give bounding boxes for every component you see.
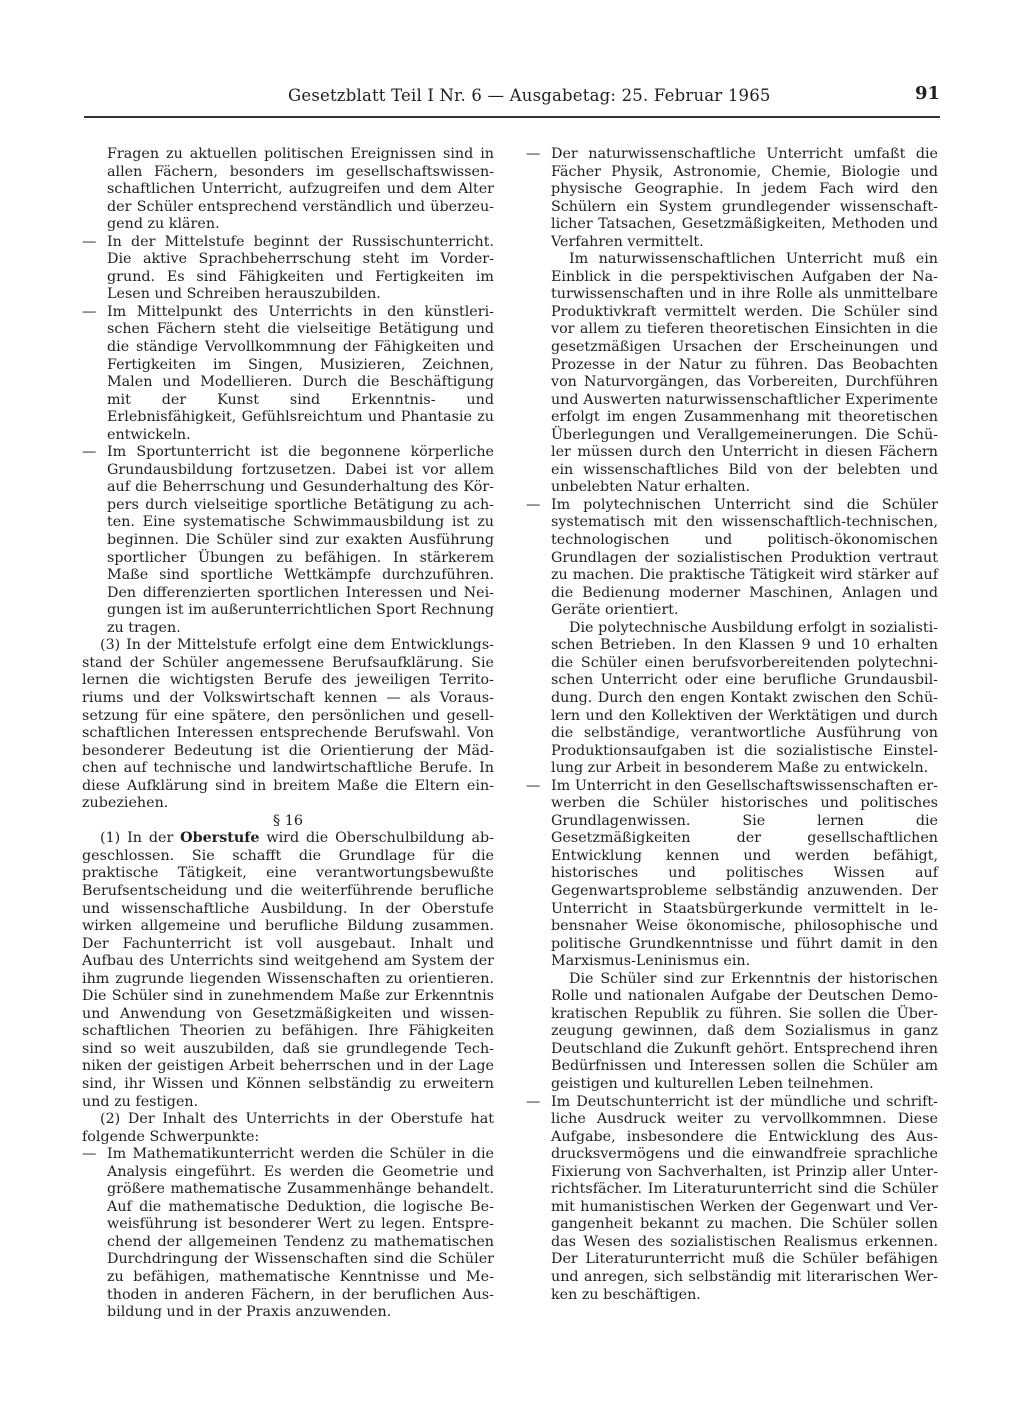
header-rule bbox=[84, 116, 940, 118]
paragraph-berufsaufklaerung: (3) In der Mittelstufe erfolgt eine dem Entwicklungsstand der Schüler angemessene Berufsaufklärung. Sie lernen die wichtigsten Berufe des jeweiligen Territoriums und der Volkswirtschaft kennen — als Voraussetzung für eine spätere, den persönlichen und gesellschaftlichen Interessen entsprechende Berufswahl. Von besonderer Bedeutung ist die Orientierung der Mädchen auf technische und landwirtschaftliche Berufe. In diese Aufklärung sind in breitem Maße die Eltern einzubeziehen. bbox=[82, 637, 494, 812]
list-item-russischunterricht: — In der Mittelstufe beginnt der Russischunterricht. Die aktive Sprachbeherrschung steht im Vordergrund. Es sind Fähigkeiten und Fertigkeiten im Lesen und Schreiben herauszubilden. bbox=[82, 234, 494, 304]
left-column bbox=[82, 146, 494, 1322]
paragraph-oberstufe-text: wird die Oberschulbildung abgeschlossen. Sie schafft die Grundlage für die praktische Tätigkeit, eine verantwortungsbewußte Berufsentscheidung und die weiterführende berufliche und wissenschaftliche Ausbildung. In der Oberstufe wirken allgemeine und berufliche Bildung zusammen. Der Fachunterricht ist voll ausgebaut. Inhalt und Aufbau des Unterrichts sind weitgehend am System der ihm zugrunde liegenden Wissenschaften zu orientieren. Die Schüler sind in zunehmendem Maße zur Erkenntnis und Anwendung von Gesetzmäßigkeiten und wissenschaftlichen Theorien zu befähigen. Ihre Fähigkeiten sind so weit auszubilden, daß sie grundlegende Techniken der geistigen Arbeit beherrschen und in der Lage sind, ihr Wissen und Können selbständig zu erweitern und zu festigen. bbox=[82, 830, 494, 1110]
list-item-kuenstlerische-faecher: — Im Mittelpunkt des Unterrichts in den künstlerischen Fächern steht die vielseitige Betätigung und die ständige Vervollkommnung der Fähigkeiten und Fertigkeiten im Singen, Musizieren, Zeichnen, Malen und Modellieren. Durch die Beschäftigung mit der Kunst sind Erkenntnis- und Erlebnisfähigkeit, Gefühlsreichtum und Phantasie zu entwickeln. bbox=[82, 304, 494, 444]
list-item-polytechnik: — Im polytechnischen Unterricht sind die Schüler systematisch mit den wissenschaftlich-technischen, technologischen und politisch-ökonomischen Grundlagen der sozialistischen Produktion vertraut zu machen. Die praktische Tätigkeit wird stärker auf die Bedienung moderner Maschinen, Anlagen und Geräte orientiert. bbox=[526, 497, 938, 620]
list-item-sportunterricht: — Im Sportunterricht ist die begonnene körperliche Grundausbildung fortzusetzen. Dabei ist vor allem auf die Beherrschung und Gesunderhaltung des Körpers durch vielseitige sportliche Betätigung zu achten. Eine systematische Schwimmausbildung ist zu beginnen. Die Schüler sind zur exakten Ausführung sportlicher Übungen zu befähigen. In stärkerem Maße sind sportliche Wettkämpfe durchzuführen. Den differenzierten sportlichen Interessen und Neigungen ist im außerunterrichtlichen Sport Rechnung zu tragen. bbox=[82, 444, 494, 637]
header-title: Gesetzblatt Teil I Nr. 6 — Ausgabetag: 25. Februar 1965 bbox=[288, 86, 771, 105]
paragraph-gesellschaftswissenschaften: Die Schüler sind zur Erkenntnis der historischen Rolle und nationalen Aufgabe der Deutschen Demokratischen Republik zu führen. Sie sollen die Überzeugung gewinnen, daß dem Sozialismus in ganz Deutschland die Zukunft gehört. Entsprechend ihren Bedürfnissen und Interessen sollen die Schüler am geistigen und kulturellen Leben teilnehmen. bbox=[551, 970, 938, 1092]
paragraph-schwerpunkte: (2) Der Inhalt des Unterrichts in der Oberstufe hat folgende Schwerpunkte: bbox=[82, 1111, 494, 1145]
paragraph-polytechnik: Die polytechnische Ausbildung erfolgt in sozialistischen Betrieben. In den Klassen 9 und 10 erhalten die Schüler einen berufsvorbereitenden polytechnischen Unterricht oder eine berufliche Grundausbildung. Durch den engen Kontakt zwischen den Schülern und den Kollektiven der Werktätigen und durch die selbständige, verantwortliche Ausführung von Produktionsaufgaben ist die sozialistische Einstellung zur Arbeit in besonderem Maße zu entwickeln. bbox=[551, 619, 938, 777]
paragraph-naturwissenschaften: Im naturwissenschaftlichen Unterricht muß ein Einblick in die perspektivischen Aufgaben der Naturwissenschaften und in ihre Rolle als unmittelbare Produktivkraft vermittelt werden. Die Schüler sind vor allem zu tieferen theoretischen Einsichten in die gesetzmäßigen Ursachen der Erscheinungen und Prozesse in der Natur zu führen. Das Beobachten von Naturvorgängen, das Vorbereiten, Durchführen und Auswerten naturwissenschaftlicher Experimente erfolgt im engen Zusammenhang mit theoretischen Überlegungen und Verallgemeinerungen. Die Schüler müssen durch den Unterricht in diesen Fächern ein wissenschaftliches Bild von der belebten und unbelebten Natur erhalten. bbox=[551, 251, 938, 496]
page-number: 91 bbox=[914, 83, 940, 104]
page-header bbox=[84, 83, 940, 116]
list-item-mathematikunterricht: — Im Mathematikunterricht werden die Schüler in die Analysis eingeführt. Es werden die Geometrie und größere mathematische Zusammenhänge behandelt. Auf die mathematische Deduktion, die logische Beweisführung ist besonderer Wert zu legen. Entsprechend der allgemeinen Tendenz zu mathematischen Durchdringung der Wissenschaften sind die Schüler zu befähigen, mathematische Kenntnisse und Methoden in anderen Fächern, in der beruflichen Ausbildung und in der Praxis anzuwenden. bbox=[82, 1146, 494, 1321]
paragraph-continuation: Fragen zu aktuellen politischen Ereignissen sind in allen Fächern, besonders im gesellschaftswissenschaftlichen Unterricht, aufzugreifen und dem Alter der Schüler entsprechend verständlich und überzeugend zu klären. bbox=[107, 146, 494, 233]
list-item-naturwissenschaften: — Der naturwissenschaftliche Unterricht umfaßt die Fächer Physik, Astronomie, Chemie, Biologie und physische Geographie. In jedem Fach wird den Schülern ein System grundlegender wissenschaftlicher Tatsachen, Gesetzmäßigkeiten, Methoden und Verfahren vermittelt. bbox=[526, 146, 938, 251]
section-heading: § 16 bbox=[273, 812, 303, 829]
list-item-deutschunterricht: — Im Deutschunterricht ist der mündliche und schriftliche Ausdruck weiter zu vervollkommnen. Diese Aufgabe, insbesondere die Entwicklung des Ausdrucksvermögens und die einwandfreie sprachliche Fixierung von Sachverhalten, ist Prinzip aller Unterrichtsfächer. Im Literaturunterricht sind die Schüler mit humanistischen Werken der Gegenwart und Vergangenheit bekannt zu machen. Die Schüler sollen das Wesen des sozialistischen Realismus erkennen. Der Literaturunterricht muß die Schüler befähigen und anregen, sich selbständig mit literarischen Werken zu beschäftigen. bbox=[526, 1094, 938, 1305]
paragraph-oberstufe-lead: (1) In der bbox=[100, 830, 181, 847]
right-column bbox=[526, 146, 938, 1304]
paragraph-oberstufe bbox=[82, 830, 494, 1111]
term-oberstufe: Oberstufe bbox=[180, 830, 260, 847]
list-item-gesellschaftswissenschaften: — Im Unterricht in den Gesellschaftswissenschaften erwerben die Schüler historisches und politisches Grundlagenwissen. Sie lernen die Gesetzmäßigkeiten der gesellschaftlichen Entwicklung kennen und werden befähigt, historisches und politisches Wissen auf Gegenwartsprobleme selbständig anzuwenden. Der Unterricht in Staatsbürgerkunde vermittelt in lebensnaher Weise ökonomische, philosophische und politische Grundkenntnisse und führt damit in den Marxismus-Leninismus ein. bbox=[526, 778, 938, 971]
